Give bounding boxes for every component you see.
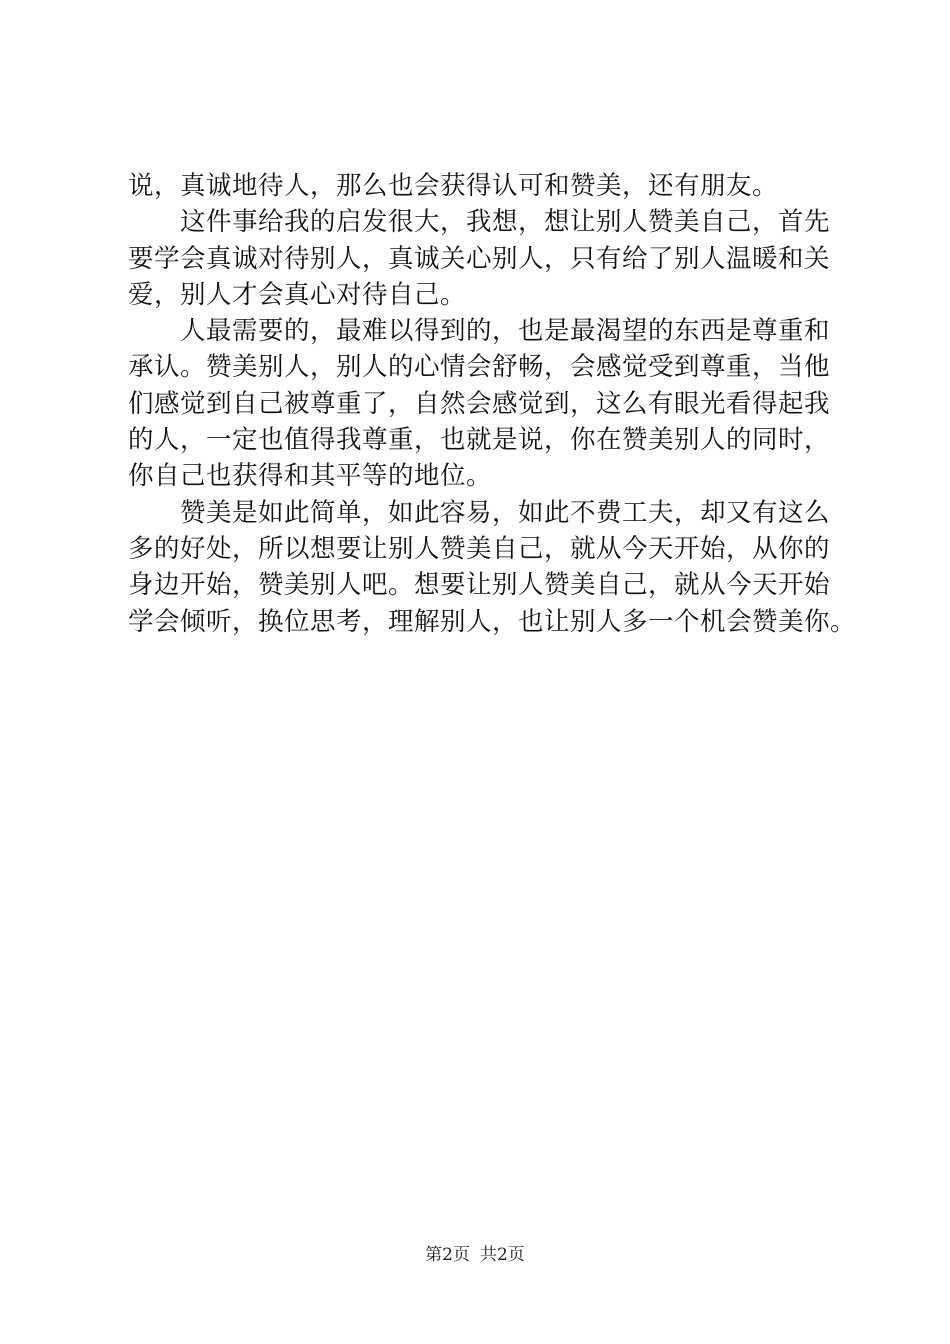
paragraph-first-line: 这件事给我的启发很大，我想，想让别人赞美自己，首先 (180, 207, 831, 238)
paragraph-first-line: 赞美是如此简单，如此容易，如此不费工夫，却又有这么 (180, 497, 831, 528)
page-footer (0, 1244, 950, 1266)
text-line: 说，真诚地待人，那么也会获得认可和赞美，还有朋友。 (128, 171, 779, 201)
paragraph-first-line: 人最需要的，最难以得到的，也是最渴望的东西是尊重和 (180, 316, 831, 347)
text-line: 学会倾听，换位思考，理解别人，也让别人多一个机会赞美你。 (128, 606, 857, 637)
text-line: 的人，一定也值得我尊重，也就是说，你在赞美别人的同时， (128, 425, 831, 456)
document-body (128, 168, 857, 640)
text-line: 要学会真诚对待别人，真诚关心别人，只有给了别人温暖和关 (128, 243, 831, 274)
page-number: 第2页 (425, 1245, 470, 1265)
page-total: 共2页 (480, 1245, 525, 1265)
text-line: 身边开始，赞美别人吧。想要让别人赞美自己，就从今天开始 (128, 570, 831, 601)
text-line: 你自己也获得和其平等的地位。 (128, 461, 493, 492)
text-line: 承认。赞美别人，别人的心情会舒畅，会感觉受到尊重，当他 (128, 352, 831, 383)
text-line: 们感觉到自己被尊重了，自然会感觉到，这么有眼光看得起我 (128, 388, 831, 419)
text-line: 多的好处，所以想要让别人赞美自己，就从今天开始，从你的 (128, 533, 831, 564)
text-line: 爱，别人才会真心对待自己。 (128, 279, 467, 310)
